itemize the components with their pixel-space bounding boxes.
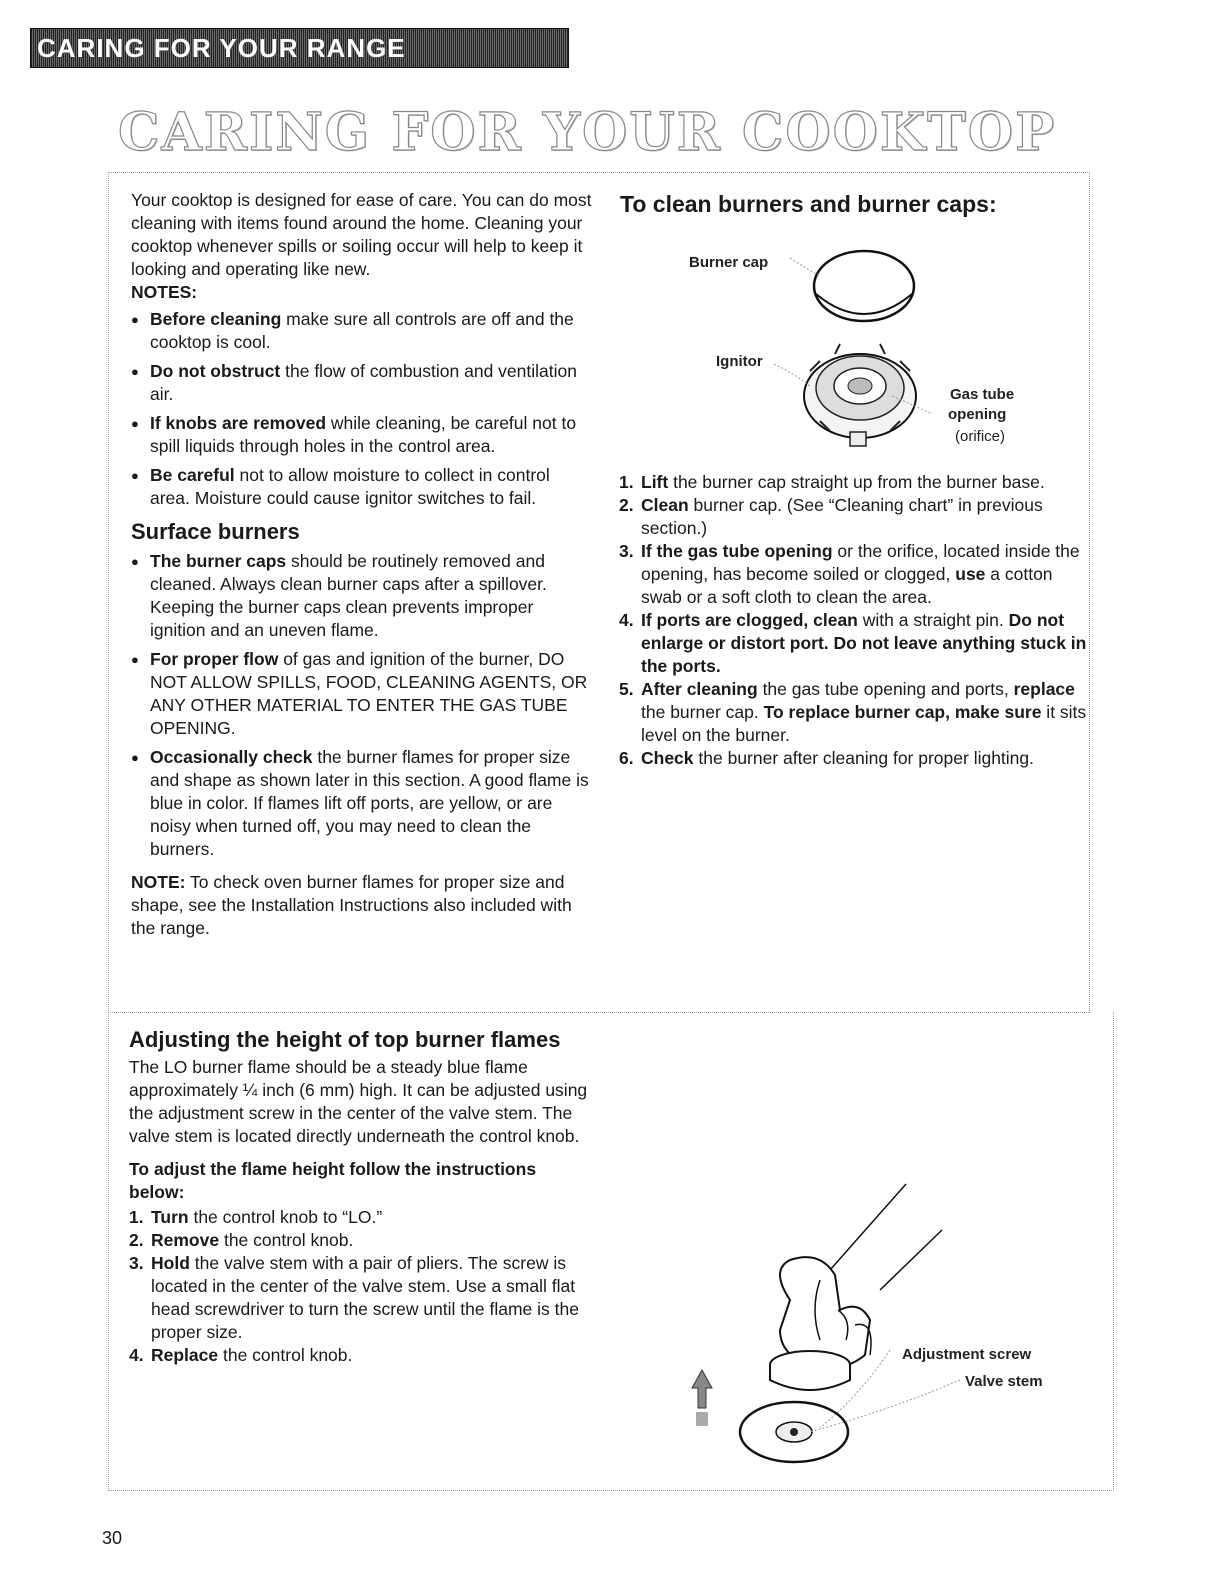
list-item: ● Do not obstruct the flow of combustion and ventilation air. — [131, 360, 593, 406]
intro-paragraph: Your cooktop is designed for ease of care. You can do most cleaning with items found around the home. Cleaning your cooktop whenever spills or soiling occur will help to keep it looking and operating like new. — [131, 190, 592, 279]
burner-cap-icon — [814, 251, 914, 321]
gas-tube-label-1: Gas tube — [950, 386, 1015, 403]
valve-stem-icon — [740, 1402, 848, 1462]
page-title: CARING FOR YOUR COOKTOP — [118, 102, 1057, 163]
adjust-subheading: To adjust the flame height follow the instructions below: — [129, 1159, 537, 1202]
adjust-heading: Adjusting the height of top burner flames — [129, 1027, 561, 1052]
surface-burners-heading: Surface burners — [131, 519, 300, 544]
list-item: ● Before cleaning make sure all controls are off and the cooktop is cool. — [131, 308, 593, 354]
page-number: 30 — [102, 1528, 123, 1548]
adjustment-diagram — [670, 1180, 1090, 1480]
adjustment-screw-label: Adjustment screw — [902, 1346, 1032, 1363]
adjust-steps-list — [129, 1206, 591, 1367]
list-item: 4. If ports are clogged, clean with a straight pin. Do not enlarge or distort port. Do not leave anything stuck in the ports. — [619, 610, 1087, 676]
section-header-text: CARING FOR YOUR RANGE — [37, 33, 406, 63]
list-item: ● For proper flow of gas and ignition of the burner, DO NOT ALLOW SPILLS, FOOD, CLEANING AGENTS, OR ANY OTHER MATERIAL TO ENTER THE GAS TUBE OPENING. — [131, 648, 593, 740]
burner-cap-label: Burner cap — [689, 254, 769, 271]
list-item: 6. Check the burner after cleaning for proper lighting. — [619, 748, 1035, 768]
adjust-intro: The LO burner flame should be a steady blue flame approximately ¼ inch (6 mm) high. It can be adjusted using the adjustment screw in the center of the valve stem. The valve stem is located directly underneath the control knob. — [129, 1057, 588, 1146]
oven-note: NOTE: To check oven burner flames for proper size and shape, see the Installation Instructions also included with the range. — [131, 872, 572, 938]
list-item: ● The burner caps should be routinely removed and cleaned. Always clean burner caps after a spillover. Keeping the burner caps clean prevents improper ignition and an uneven flame. — [131, 550, 593, 642]
list-item: 2. Clean burner cap. (See “Cleaning chart” in previous section.) — [619, 495, 1043, 538]
list-item: 5. After cleaning the gas tube opening and ports, replace the burner cap. To replace burner cap, make sure it sits level on the burner. — [619, 679, 1087, 745]
gas-tube-label-3: (orifice) — [955, 428, 1006, 445]
list-item: ● Be careful not to allow moisture to collect in control area. Moisture could cause ignitor switches to fail. — [131, 464, 593, 510]
notes-heading: NOTES: — [131, 282, 198, 302]
gas-tube-label-2: opening — [948, 406, 1007, 423]
list-item: 3. If the gas tube opening or the orifice, located inside the opening, has become soiled or clogged, use a cotton swab or a soft cloth to clean the area. — [619, 541, 1080, 607]
section-header-band — [30, 28, 569, 68]
list-item: ● Occasionally check the burner flames for proper size and shape as shown later in this section. A good flame is blue in color. If flames lift off ports, are yellow, or are noisy when turned off, you may need to clean the burners. — [131, 746, 593, 861]
ignitor-label: Ignitor — [716, 353, 763, 370]
list-item: 2. Remove the control knob. — [129, 1230, 354, 1250]
burner-base-icon — [804, 344, 916, 446]
control-knob-icon — [770, 1351, 850, 1390]
notes-list — [131, 308, 593, 510]
list-item: 1. Lift the burner cap straight up from the burner base. — [619, 472, 1045, 492]
clean-steps-list — [619, 471, 1089, 770]
valve-stem-label: Valve stem — [965, 1373, 1043, 1390]
clean-steps-column — [619, 471, 1089, 770]
list-item: 3. Hold the valve stem with a pair of pliers. The screw is located in the center of the valve stem. Use a small flat head screwdriver to turn the screw until the flame is the proper size. — [129, 1253, 579, 1342]
list-item: 4. Replace the control knob. — [129, 1345, 353, 1365]
clean-burners-heading: To clean burners and burner caps: — [620, 191, 997, 217]
adjust-column — [129, 1026, 591, 1367]
left-column — [131, 189, 593, 940]
screwdriver-icon — [830, 1184, 942, 1290]
surface-burners-list — [131, 550, 593, 861]
list-item: ● If knobs are removed while cleaning, be careful not to spill liquids through holes in the control area. — [131, 412, 593, 458]
arrow-icon — [692, 1370, 712, 1426]
list-item: 1. Turn the control knob to “LO.” — [129, 1207, 383, 1227]
